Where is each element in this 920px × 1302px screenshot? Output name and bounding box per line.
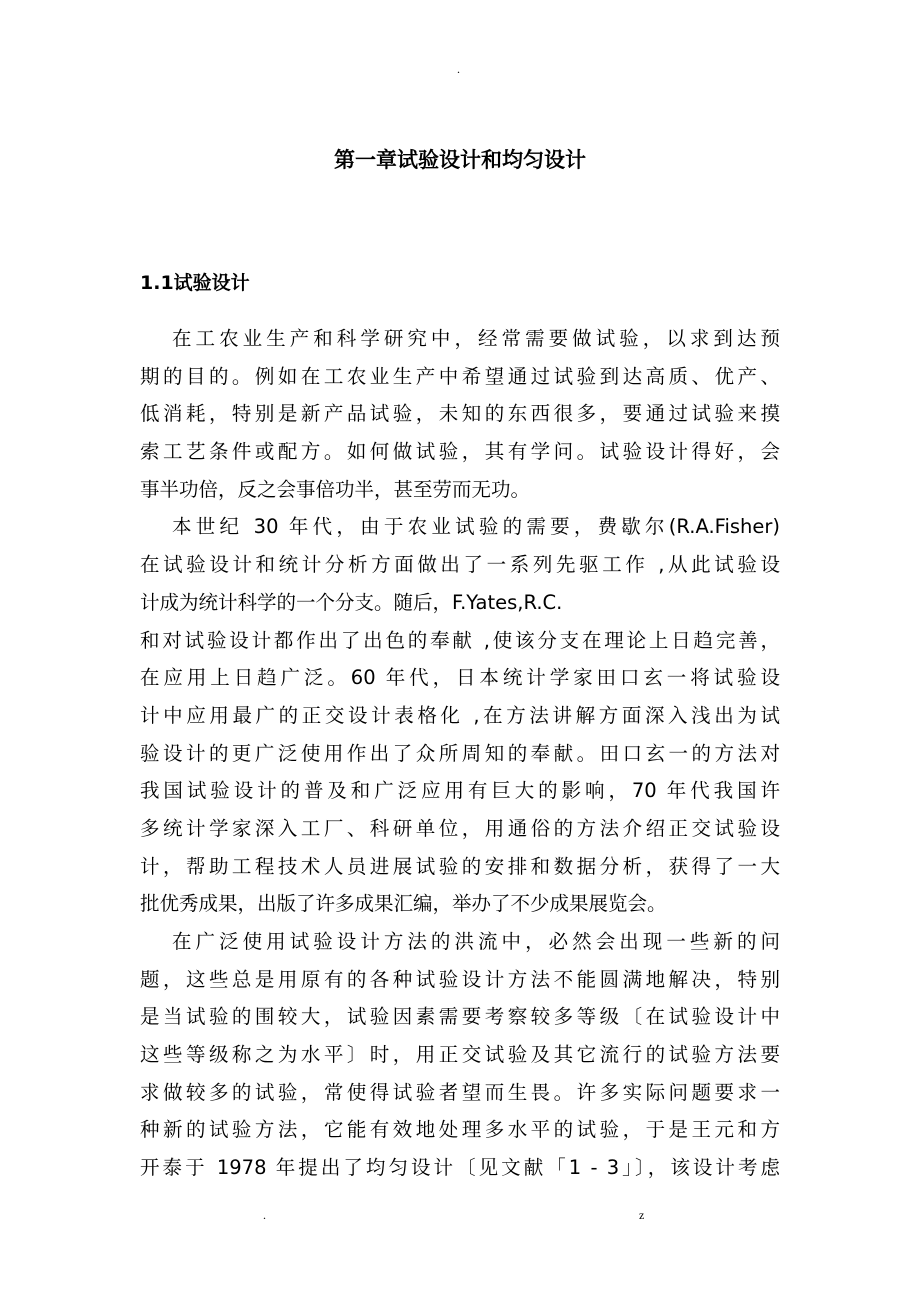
body-text: [140, 320, 780, 1187]
text-line: 种新的试验方法，它能有效地处理多水平的试验，于是王元和方: [140, 1118, 780, 1142]
footer-left-mark: .: [263, 1208, 266, 1222]
text-line: 批优秀成果，出版了许多成果汇编，举办了不少成果展览会。: [140, 892, 667, 916]
text-line: 在应用上日趋广泛。60 年代，日本统计学家田口玄一将试验设: [140, 666, 780, 690]
text-line: 事半功倍，反之会事倍功半，甚至劳而无功。: [140, 477, 531, 501]
text-line: 期的目的。例如在工农业生产中希望通过试验到达高质、优产、: [140, 364, 780, 388]
section-heading: 1.1试验设计: [140, 272, 250, 294]
text-line: 题，这些总是用原有的各种试验设计方法不能圆满地解决，特别: [140, 967, 780, 991]
header-mark: .: [457, 62, 460, 76]
text-line: 求做较多的试验，常使得试验者望而生畏。许多实际问题要求一: [140, 1080, 780, 1104]
text-line: 我国试验设计的普及和广泛应用有巨大的影响，70 年代我国许: [140, 779, 780, 803]
text-line: 在广泛使用试验设计方法的洪流中，必然会出现一些新的问: [172, 930, 780, 953]
text-line: 和对试验设计都作出了出色的奉献 ,使该分支在理论上日趋完善，: [140, 628, 780, 652]
text-line: 计中应用最广的正交设计表格化 ,在方法讲解方面深入浅出为试: [140, 703, 780, 727]
text-line: 计，帮助工程技术人员进展试验的安排和数据分析，获得了一大: [140, 854, 780, 878]
text-line: 在工农业生产和科学研究中，经常需要做试验，以求到达预: [172, 327, 780, 350]
footer-right-mark: z: [639, 1208, 645, 1222]
text-line: 开泰于 1978 年提出了均匀设计〔见文献「1 - 3」〕，该设计考虑: [140, 1156, 780, 1180]
text-line: 在试验设计和统计分析方面做出了一系列先驱工作 ,从此试验设: [140, 553, 780, 577]
chapter-title: 第一章试验设计和均匀设计: [334, 148, 586, 172]
text-line: 是当试验的围较大，试验因素需要考察较多等级〔在试验设计中: [140, 1005, 780, 1029]
text-line: 验设计的更广泛使用作出了众所周知的奉献。田口玄一的方法对: [140, 741, 780, 765]
text-line: 低消耗，特别是新产品试验，未知的东西很多，要通过试验来摸: [140, 402, 780, 426]
text-line: 这些等级称之为水平〕时，用正交试验及其它流行的试验方法要: [140, 1043, 780, 1067]
text-line: 索工艺条件或配方。如何做试验，其有学问。试验设计得好，会: [140, 440, 780, 464]
text-line: 多统计学家深入工厂、科研单位，用通俗的方法介绍正交试验设: [140, 816, 780, 840]
text-line: 本世纪 30 年代，由于农业试验的需要，费歇尔(R.A.Fisher): [172, 515, 780, 539]
text-line: 计成为统计科学的一个分支。随后，F.Yates,R.C.: [140, 590, 563, 614]
